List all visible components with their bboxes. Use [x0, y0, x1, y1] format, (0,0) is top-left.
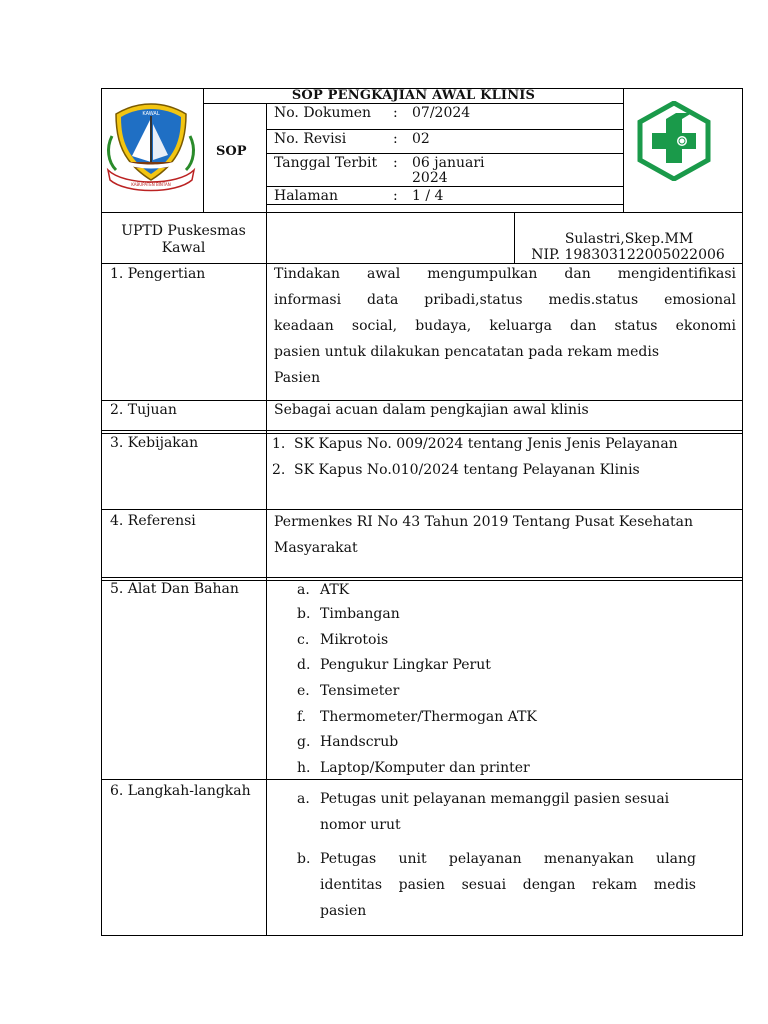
pengertian-line-2: informasi data pribadi,status medis.status emosional	[274, 292, 736, 308]
alat-item-text: Tensimeter	[320, 683, 400, 699]
section-pengertian-label: 1. Pengertian	[110, 266, 206, 282]
alat-item-text: Laptop/Komputer dan printer	[320, 760, 530, 776]
section-referensi-label: 4. Referensi	[110, 513, 196, 529]
alat-item-text: ATK	[320, 582, 350, 598]
pengertian-line-4: pasien untuk dilakukan pencatatan pada rekam medis	[274, 344, 660, 360]
document-title: SOP PENGKAJIAN AWAL KLINIS	[291, 88, 536, 103]
alat-item-text: Thermometer/Thermogan ATK	[320, 709, 537, 725]
langkah-item-b-line-2: identitas pasien sesuai dengan rekam medis	[320, 877, 696, 893]
pengertian-line-3: keadaan social, budaya, keluarga dan status ekonomi	[274, 318, 736, 334]
signer-name: Sulastri,Skep.MM	[564, 231, 694, 247]
alat-item-marker: c.	[297, 632, 310, 648]
section-kebijakan-label: 3. Kebijakan	[110, 435, 199, 451]
alat-item-marker: a.	[297, 582, 310, 598]
alat-item-text: Pengukur Lingkar Perut	[320, 657, 491, 673]
revision-value: 02	[412, 131, 430, 147]
unit-name-line1: UPTD Puskesmas	[121, 223, 246, 239]
alat-item-marker: g.	[297, 734, 311, 750]
page-value: 1 / 4	[412, 188, 444, 204]
referensi-line-1: Permenkes RI No 43 Tahun 2019 Tentang Pusat Kesehatan	[274, 514, 694, 530]
section-tujuan-label: 2. Tujuan	[110, 402, 177, 418]
issue-date-label: Tanggal Terbit	[274, 155, 378, 171]
langkah-item-a-marker: a.	[297, 791, 310, 807]
unit-name-line2: Kawal	[161, 240, 206, 256]
logo-left-text-top: KAWAL	[142, 111, 160, 117]
kebijakan-item-1-marker: 1.	[272, 436, 286, 452]
langkah-item-b-line-1: Petugas unit pelayanan menanyakan ulang	[320, 851, 696, 867]
alat-item-marker: b.	[297, 606, 311, 622]
pengertian-line-5: Pasien	[274, 370, 321, 386]
page-sep: :	[393, 188, 398, 204]
langkah-item-b-marker: b.	[297, 851, 311, 867]
alat-item-marker: d.	[297, 657, 311, 673]
section-langkah-label: 6. Langkah-langkah	[110, 783, 251, 799]
referensi-line-2: Masyarakat	[274, 540, 358, 556]
alat-item-marker: f.	[297, 709, 307, 725]
signer-nip: NIP. 198303122005022006	[531, 247, 725, 263]
alat-item-marker: h.	[297, 760, 311, 776]
section-alat-label: 5. Alat Dan Bahan	[110, 581, 239, 597]
kebijakan-item-1-text: SK Kapus No. 009/2024 tentang Jenis Jenis Pelayanan	[294, 436, 678, 452]
kebijakan-item-2-text: SK Kapus No.010/2024 tentang Pelayanan Klinis	[294, 462, 640, 478]
tujuan-text: Sebagai acuan dalam pengkajian awal klinis	[274, 402, 589, 418]
page-label: Halaman	[274, 188, 339, 204]
logo-left-text-bottom: KABUPATEN BINTAN	[131, 182, 171, 187]
revision-label: No. Revisi	[274, 131, 347, 147]
revision-sep: :	[393, 131, 398, 147]
issue-date-sep: :	[393, 155, 398, 171]
langkah-item-a-line-2: nomor urut	[320, 817, 401, 833]
issue-date-value: 06 januari	[412, 155, 485, 171]
alat-item-marker: e.	[297, 683, 310, 699]
langkah-item-a-line-1: Petugas unit pelayanan memanggil pasien sesuai	[320, 791, 670, 807]
kebijakan-item-2-marker: 2.	[272, 462, 286, 478]
pengertian-line-1: Tindakan awal mengumpulkan dan mengidentifikasi	[274, 266, 736, 282]
puskesmas-logo	[636, 101, 712, 181]
doc-number-sep: :	[393, 105, 398, 121]
issue-date-year: 2024	[412, 170, 448, 186]
sop-label: SOP	[216, 144, 247, 159]
alat-item-text: Timbangan	[320, 606, 400, 622]
alat-item-text: Mikrotois	[320, 632, 389, 648]
district-emblem-logo	[104, 100, 198, 196]
pengertian-text	[274, 261, 736, 391]
doc-number-label: No. Dokumen	[274, 105, 372, 121]
alat-item-text: Handscrub	[320, 734, 399, 750]
doc-number-value: 07/2024	[412, 105, 471, 121]
langkah-item-b-line-3: pasien	[320, 903, 367, 919]
